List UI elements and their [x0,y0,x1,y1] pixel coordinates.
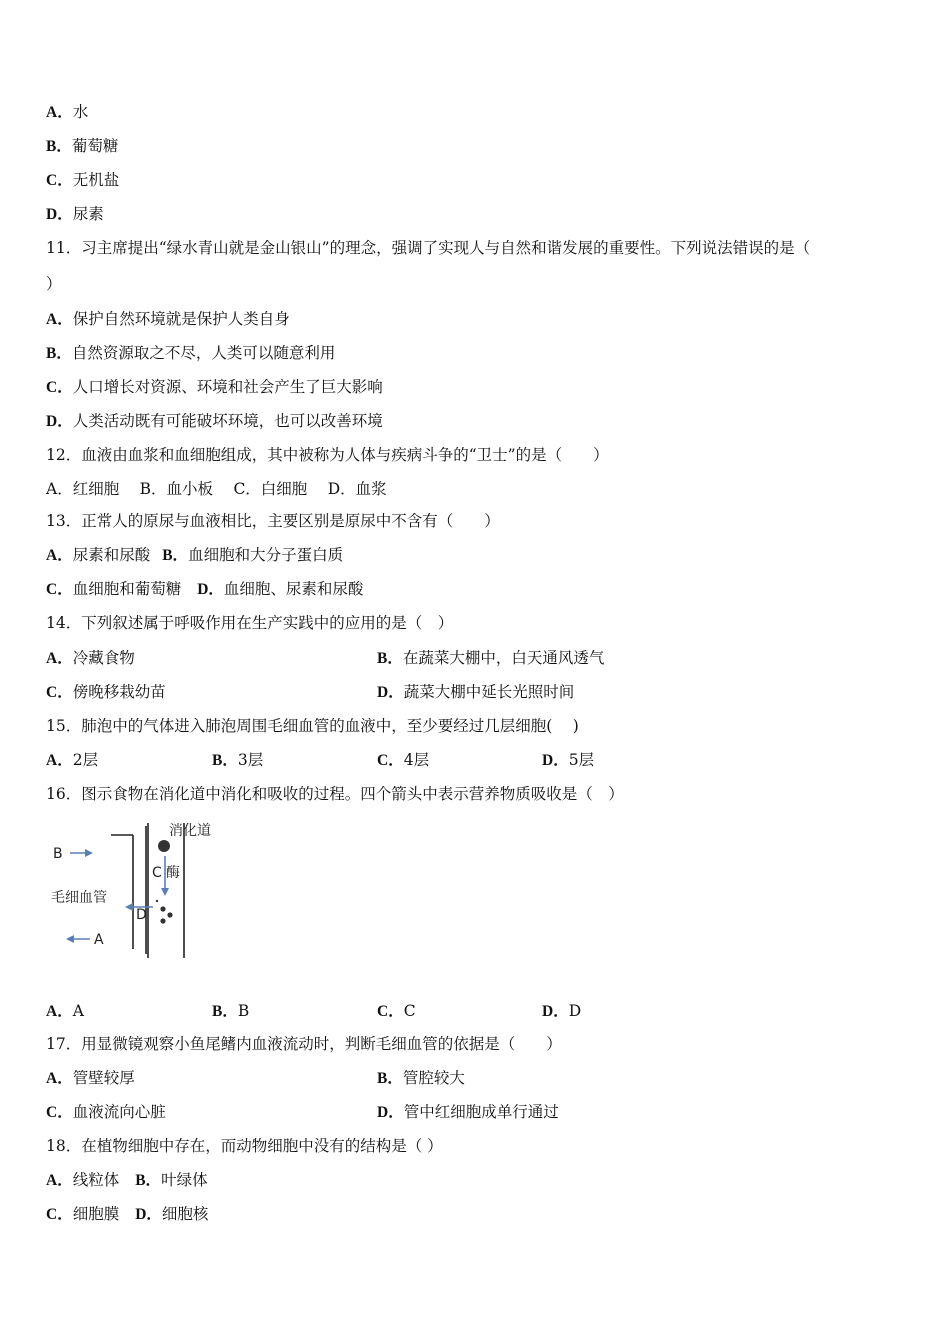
option-text: 血细胞、尿素和尿酸 [223,580,364,598]
option-label: C． [377,1003,404,1020]
q14-option-a [46,648,135,669]
arrow-c-head [161,888,169,896]
q17-stem: 17．用显微镜观察小鱼尾鳍内血液流动时，判断毛细血管的依据是（ ） [46,1035,562,1053]
q16-option-b [212,1001,249,1022]
q16-option-a [46,1001,84,1022]
q10-option-b [46,136,118,157]
option-text: 人口增长对资源、环境和社会产生了巨大影响 [72,378,383,396]
q17-option-a [46,1068,135,1089]
food-particle [158,840,170,852]
option-text: 管壁较厚 [72,1069,135,1087]
option-text: 细胞核 [161,1205,209,1223]
option-text: 线粒体 [72,1171,120,1189]
label-tract: 消化道 [169,823,211,839]
nutrient-dot [167,912,172,917]
option-label: A． [46,752,73,769]
q11-option-b [46,343,335,364]
option-label: B． [212,1003,238,1020]
option-label: D． [135,1206,162,1223]
option-label: C． [46,172,73,189]
option-text: 管腔较大 [402,1069,465,1087]
option-label: A． [46,104,73,121]
q11-option-a [46,309,290,330]
option-text: 管中红细胞成单行通过 [403,1103,559,1121]
q11-option-c [46,377,383,398]
option-text: B [237,1002,250,1020]
q10-option-c [46,170,119,191]
q12-options: A．红细胞 B．血小板 C．白细胞 D．血浆 [46,480,387,498]
arrow-a-head [66,935,74,943]
option-label: A． [46,1003,73,1020]
q13-options-row2 [46,579,363,600]
option-text: 在蔬菜大棚中，白天通风透气 [402,649,605,667]
q11-stem: 11．习主席提出“绿水青山就是金山银山”的理念，强调了实现人与自然和谐发展的重要性。下列说法错误的是（ [46,239,811,257]
option-text: 无机盐 [72,171,120,189]
label-arrow-c: C [152,865,162,881]
arrow-b-head [85,849,93,857]
nutrient-dot [160,906,165,911]
q16-option-d [542,1001,581,1022]
q12-stem: 12．血液由血浆和血细胞组成，其中被称为人体与疾病斗争的“卫士”的是（ ） [46,446,609,464]
nutrient-dot [160,918,165,923]
q14-option-b [377,648,604,669]
option-label: B． [162,547,189,564]
option-label: A． [46,547,73,564]
option-label: A． [46,1070,73,1087]
option-text: 保护自然环境就是保护人类自身 [72,310,290,328]
digestion-diagram [45,818,220,963]
option-label: B． [46,345,72,362]
q11-option-d [46,411,383,432]
q18-options-row2 [46,1204,208,1225]
option-text: 血细胞和葡萄糖 [72,580,182,598]
nutrient-dot [156,900,158,902]
option-text: 人类活动既有可能破坏环境，也可以改善环境 [72,412,383,430]
label-enzyme: 酶 [166,865,180,881]
q11-stem-cont: ） [46,275,62,293]
q14-option-d [377,682,574,703]
option-text: 5层 [568,751,595,769]
q17-option-c [46,1102,166,1123]
option-label: B． [212,752,238,769]
option-text: 尿素 [72,205,104,223]
option-text: 尿素和尿酸 [72,546,151,564]
option-text: 叶绿体 [161,1171,208,1189]
q16-option-c [377,1001,416,1022]
option-label: A． [46,1172,73,1189]
option-label: A． [46,650,73,667]
option-label: D． [542,752,569,769]
option-label: D． [46,206,73,223]
arrow-d-head [125,903,133,911]
option-text: 蔬菜大棚中延长光照时间 [403,683,575,701]
option-text: 细胞膜 [72,1205,120,1223]
option-label: D． [46,413,73,430]
q10-option-a [46,102,88,123]
option-label: D． [197,581,224,598]
option-label: B． [46,138,72,155]
q17-option-b [377,1068,465,1089]
option-label: C． [46,581,73,598]
option-label: D． [377,684,404,701]
q18-stem: 18．在植物细胞中存在，而动物细胞中没有的结构是（ ） [46,1137,443,1155]
option-text: 2层 [72,751,99,769]
q15-option-b [212,750,263,771]
q16-stem: 16．图示食物在消化道中消化和吸收的过程。四个箭头中表示营养物质吸收是（ ） [46,785,624,803]
option-text: 血细胞和大分子蛋白质 [188,546,344,564]
option-text: 4层 [403,751,430,769]
option-text: A [72,1002,84,1020]
option-label: C． [46,1206,73,1223]
option-label: B． [377,650,403,667]
label-arrow-d: D [136,907,147,923]
option-text: 葡萄糖 [71,137,119,155]
option-text: D [568,1002,582,1020]
q15-option-d [542,750,594,771]
option-label: A． [46,311,73,328]
q15-stem: 15．肺泡中的气体进入肺泡周围毛细血管的血液中，至少要经过几层细胞( ) [46,717,579,735]
option-label: B． [135,1172,162,1189]
q14-stem: 14．下列叙述属于呼吸作用在生产实践中的应用的是（ ） [46,614,454,632]
option-label: C． [46,379,73,396]
option-text: 水 [72,103,89,121]
label-arrow-a: A [94,932,104,948]
option-label: C． [46,684,73,701]
q17-option-d [377,1102,559,1123]
option-label: D． [377,1104,404,1121]
option-text: 3层 [237,751,264,769]
label-capillary: 毛细血管 [51,890,107,906]
q10-option-d [46,204,104,225]
option-label: C． [46,1104,73,1121]
option-text: C [403,1002,416,1020]
option-text: 自然资源取之不尽，人类可以随意利用 [71,344,336,362]
q15-option-c [377,750,429,771]
label-arrow-b: B [53,846,63,862]
option-label: D． [542,1003,569,1020]
option-text: 血液流向心脏 [72,1103,166,1121]
option-text: 傍晚移栽幼苗 [72,683,166,701]
option-label: B． [377,1070,403,1087]
option-label: C． [377,752,404,769]
option-text: 冷藏食物 [72,649,135,667]
q15-option-a [46,750,98,771]
q13-stem: 13．正常人的原尿与血液相比，主要区别是原尿中不含有（ ） [46,512,500,530]
q14-option-c [46,682,166,703]
q18-options-row1 [46,1170,208,1191]
q13-options-row1 [46,545,343,566]
